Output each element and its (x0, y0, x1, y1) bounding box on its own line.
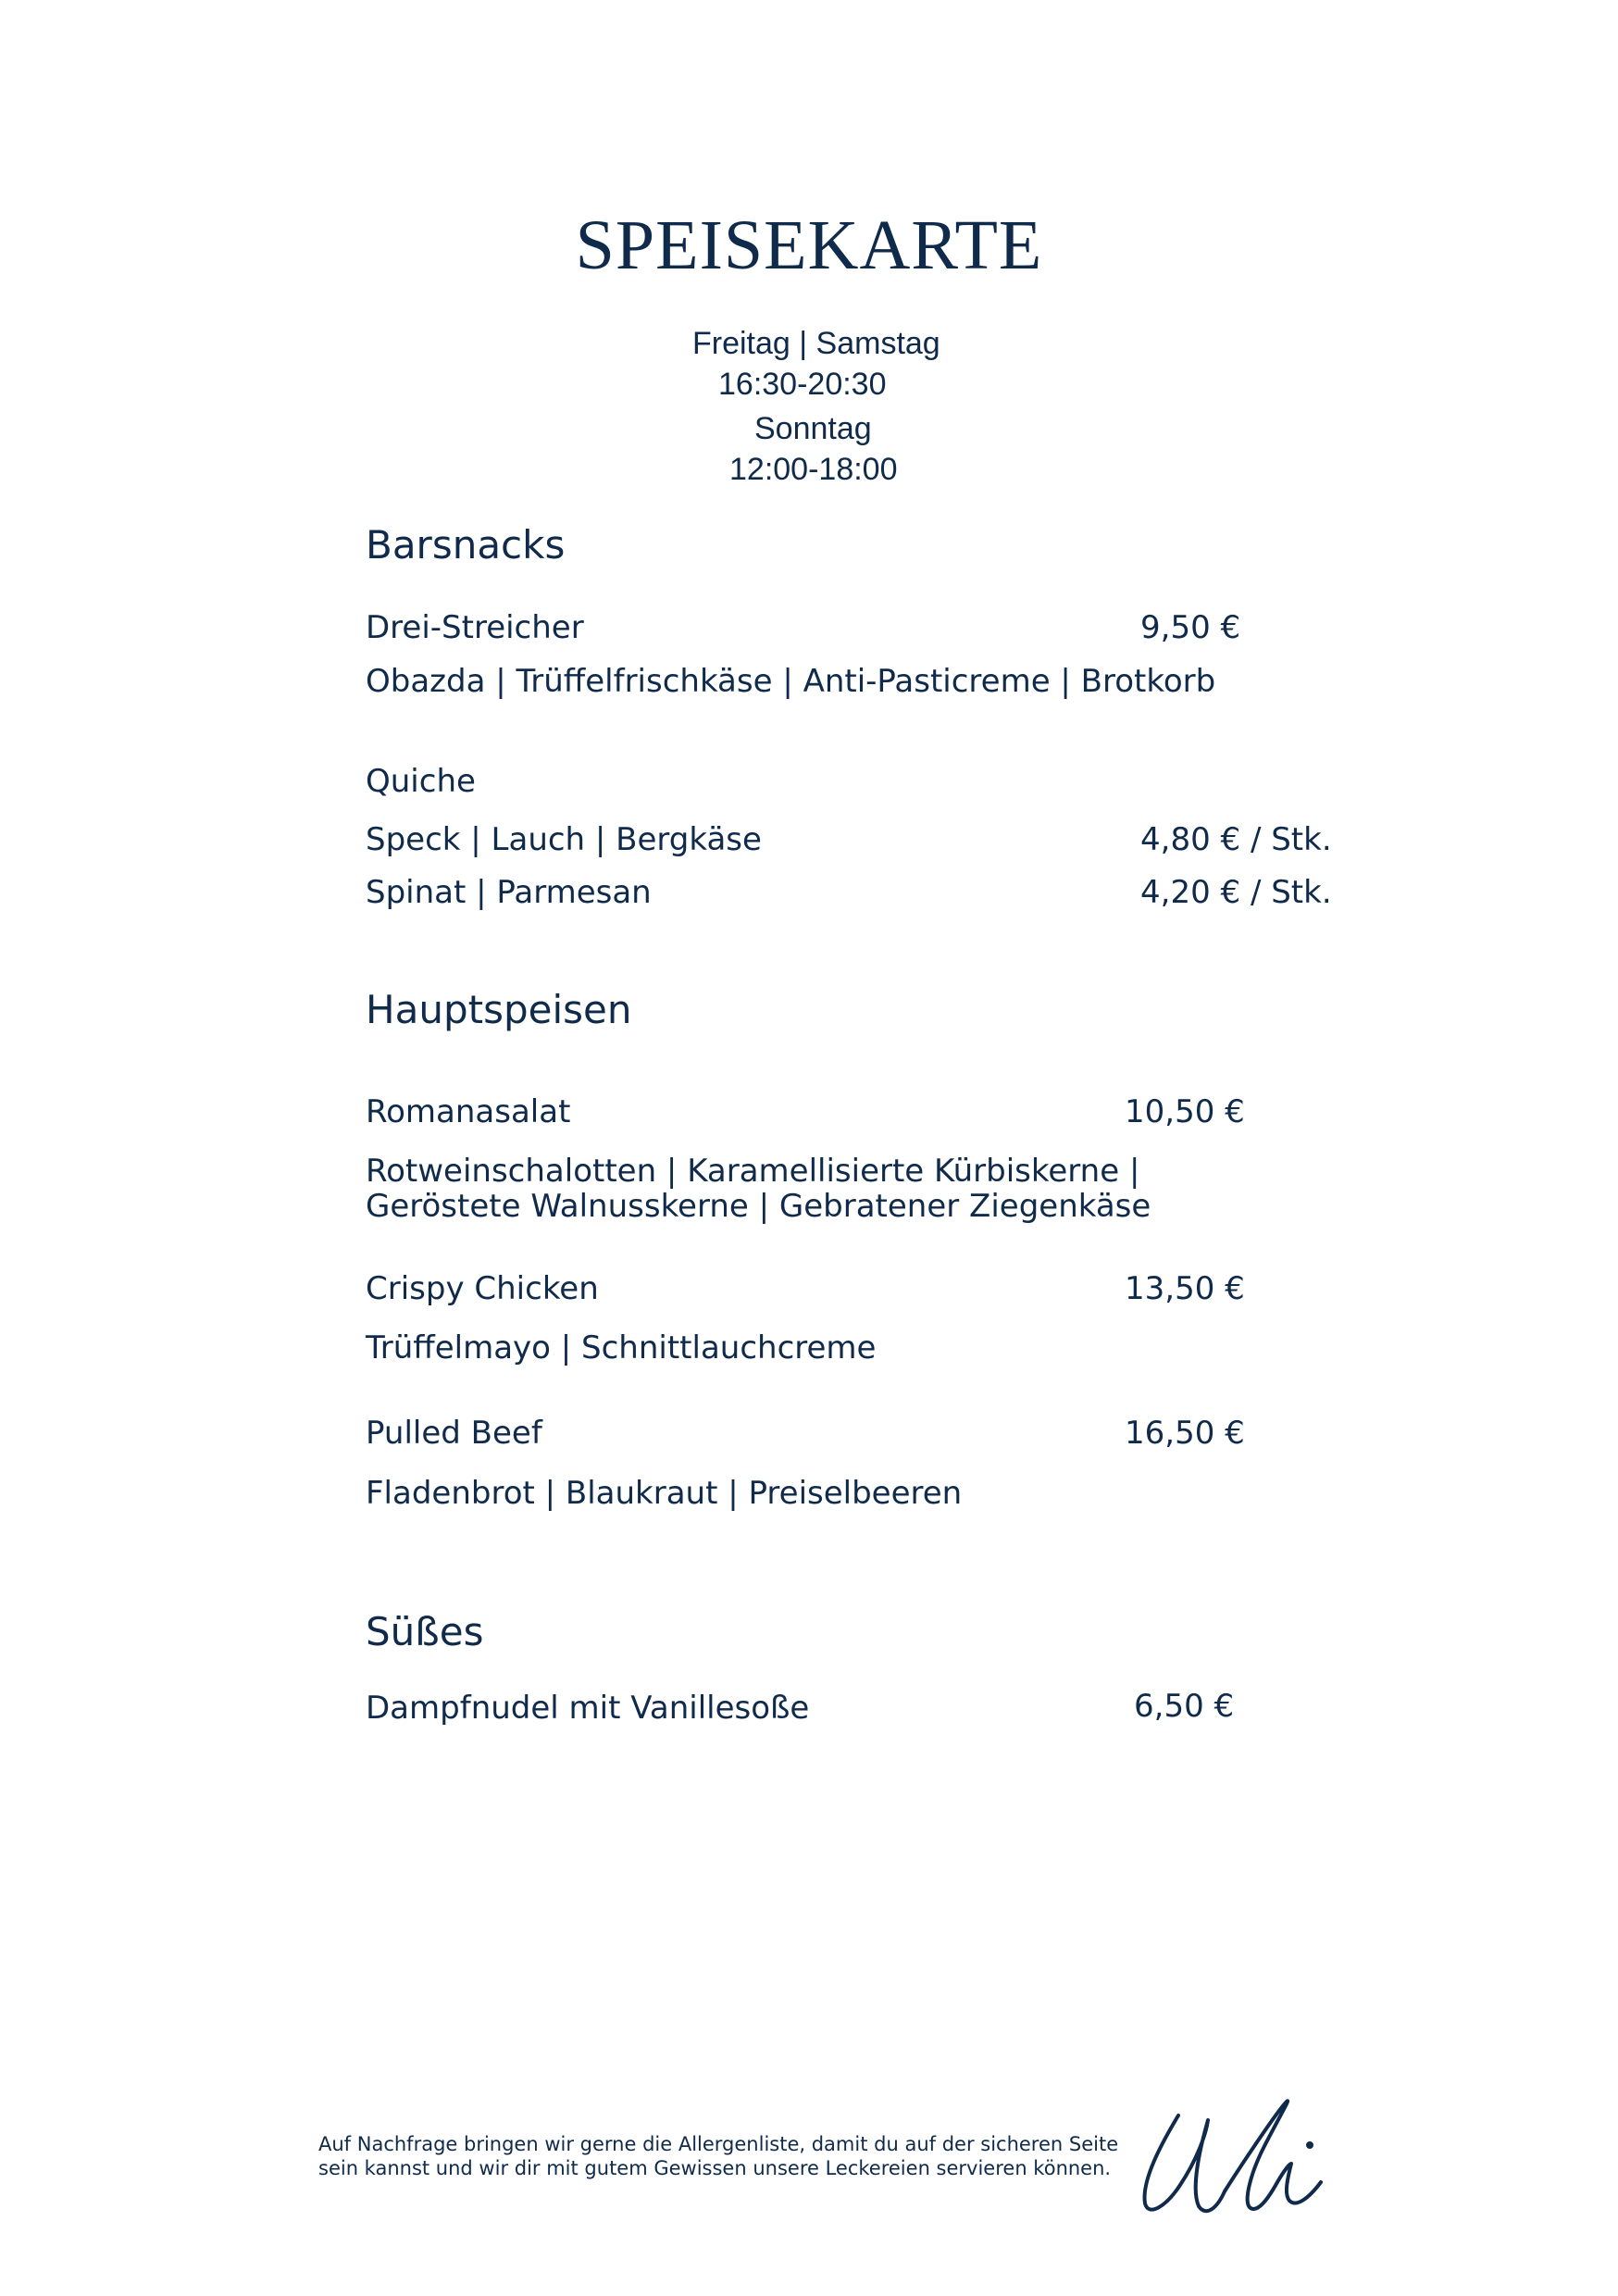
item-variant-spinat: Spinat | Parmesan (366, 874, 652, 911)
item-price-dampfnudel: 6,50 € (1134, 1688, 1235, 1725)
item-price-drei-streicher: 9,50 € (1140, 609, 1241, 646)
section-heading-hauptspeisen: Hauptspeisen (366, 987, 632, 1032)
item-desc-romanasalat-line1: Rotweinschalotten | Karamellisierte Kürbiskerne | (366, 1153, 1140, 1190)
allergen-note-line1: Auf Nachfrage bringen wir gerne die Allergenliste, damit du auf der sicheren Seite (318, 2133, 1119, 2155)
item-name-drei-streicher: Drei-Streicher (366, 609, 584, 646)
item-price-crispy-chicken: 13,50 € (1125, 1270, 1245, 1307)
item-variant-speck: Speck | Lauch | Bergkäse (366, 821, 762, 858)
item-price-speck: 4,80 € / Stk. (1140, 821, 1332, 858)
item-name-dampfnudel: Dampfnudel mit Vanillesoße (366, 1690, 810, 1727)
item-desc-pulled-beef: Fladenbrot | Blaukraut | Preiselbeeren (366, 1475, 963, 1512)
item-name-crispy-chicken: Crispy Chicken (366, 1270, 599, 1307)
opening-time-fri-sat: 16:30-20:30 (718, 367, 887, 402)
item-name-romanasalat: Romanasalat (366, 1093, 571, 1130)
section-heading-suesses: Süßes (366, 1609, 484, 1654)
allergen-note-line2: sein kannst und wir dir mit gutem Gewissen unsere Leckereien servieren können. (318, 2157, 1112, 2179)
uli-signature (1125, 2078, 1338, 2227)
opening-days-sun: Sonntag (754, 411, 872, 446)
item-desc-crispy-chicken: Trüffelmayo | Schnittlauchcreme (366, 1329, 877, 1366)
item-price-spinat: 4,20 € / Stk. (1140, 874, 1332, 911)
item-name-quiche: Quiche (366, 763, 476, 800)
allergen-note (318, 2132, 1118, 2180)
opening-time-sun: 12:00-18:00 (729, 452, 898, 487)
item-desc-drei-streicher: Obazda | Trüffelfrischkäse | Anti-Pasticreme | Brotkorb (366, 663, 1216, 700)
item-price-pulled-beef: 16,50 € (1125, 1415, 1245, 1452)
section-heading-barsnacks: Barsnacks (366, 522, 566, 568)
page-title: SPEISEKARTE (575, 206, 1043, 284)
item-desc-romanasalat-line2: Geröstete Walnusskerne | Gebratener Ziegenkäse (366, 1188, 1151, 1225)
item-name-pulled-beef: Pulled Beef (366, 1415, 542, 1452)
opening-days-fri-sat: Freitag | Samstag (692, 326, 940, 361)
item-price-romanasalat: 10,50 € (1125, 1093, 1245, 1130)
